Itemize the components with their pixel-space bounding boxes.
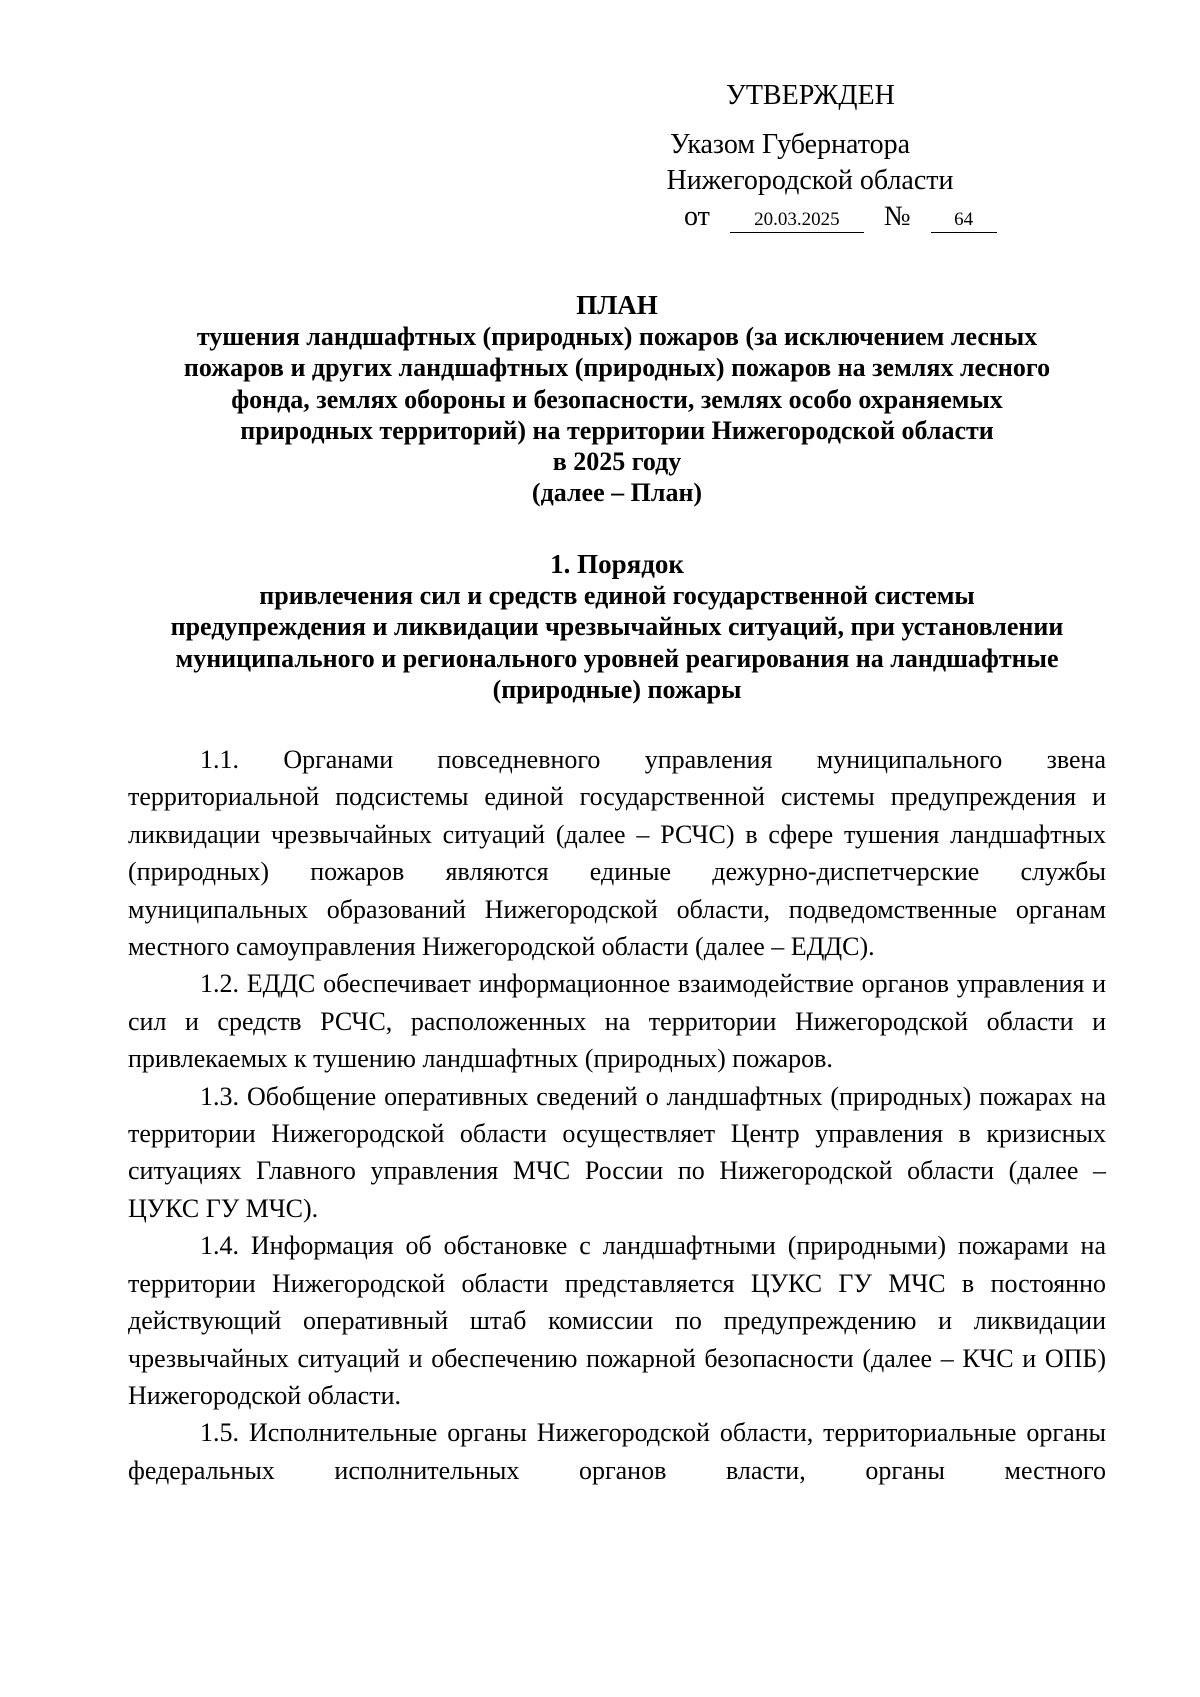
region-line: Нижегородской области — [666, 165, 954, 196]
decree-date: 20.03.2025 — [730, 208, 864, 233]
paragraph-1-3: 1.3. Обобщение оперативных сведений о ландшафтных (природных) пожарах на территории Нижегородской области осуществляет Центр управления в кризисных ситуациях Главного управления МЧС России по Нижегородской области (далее – ЦУКС ГУ МЧС). — [128, 1081, 1106, 1223]
from-label: от — [684, 201, 710, 232]
section-1-heading-line: предупреждения и ликвидации чрезвычайных ситуаций, при установлении — [170, 612, 1064, 642]
section-1-title: 1. Порядок — [550, 549, 684, 579]
number-label: № — [883, 201, 911, 232]
plan-title — [128, 290, 1106, 508]
section-1-heading-line: муниципального и регионального уровней реагирования на ландшафтные — [175, 643, 1059, 673]
plan-title-line: (далее – План) — [531, 478, 703, 508]
section-1-heading-line: (природные) пожары — [492, 674, 742, 704]
plan-title-line: в 2025 году — [552, 447, 682, 477]
plan-title-line: пожаров и других ландшафтных (природных) пожаров на землях лесного — [183, 353, 1051, 383]
paragraph-1-5: 1.5. Исполнительные органы Нижегородской области, территориальные органы федеральных исполнительных органов власти, органы местного — [128, 1418, 1106, 1485]
approval-block — [640, 78, 980, 235]
paragraph-1-2: 1.2. ЕДДС обеспечивает информационное взаимодействие органов управления и сил и средств РСЧС, расположенных на территории Нижегородской области и привлекаемых к тушению ландшафтных (природных) пожаров. — [128, 969, 1106, 1074]
approved-label: УТВЕРЖДЕН — [726, 80, 895, 111]
document-body — [128, 741, 1106, 1489]
plan-title-line: фонда, землях обороны и безопасности, землях особо охраняемых — [231, 384, 1003, 414]
date-number-line — [640, 199, 980, 235]
decree-number: 64 — [931, 208, 997, 233]
section-1-heading — [128, 549, 1106, 705]
paragraph-1-1: 1.1. Органами повседневного управления муниципального звена территориальной подсистемы единой государственной системы предупреждения и ликвидации чрезвычайных ситуаций (далее – РСЧС) в сфере тушения ландшафтных (природных) пожаров являются единые дежурно-диспетчерские службы муниципальных образований Нижегородской области, подведомственные органам местного самоуправления Нижегородской области (далее – ЕДДС). — [128, 745, 1106, 962]
section-1-heading-line: привлечения сил и средств единой государственной системы — [259, 581, 975, 611]
paragraph-1-4: 1.4. Информация об обстановке с ландшафтными (природными) пожарами на территории Нижегородской области представляется ЦУКС ГУ МЧС в постоянно действующий оперативный штаб комиссии по предупреждению и ликвидации чрезвычайных ситуаций и обеспечению пожарной безопасности (далее – КЧС и ОПБ) Нижегородской области. — [128, 1231, 1106, 1410]
plan-title-line: тушения ландшафтных (природных) пожаров (за исключением лесных — [196, 322, 1038, 352]
plan-title-main: ПЛАН — [576, 290, 658, 320]
plan-title-line: природных территорий) на территории Нижегородской области — [240, 415, 994, 445]
approved-by-line: Указом Губернатора — [669, 129, 911, 160]
